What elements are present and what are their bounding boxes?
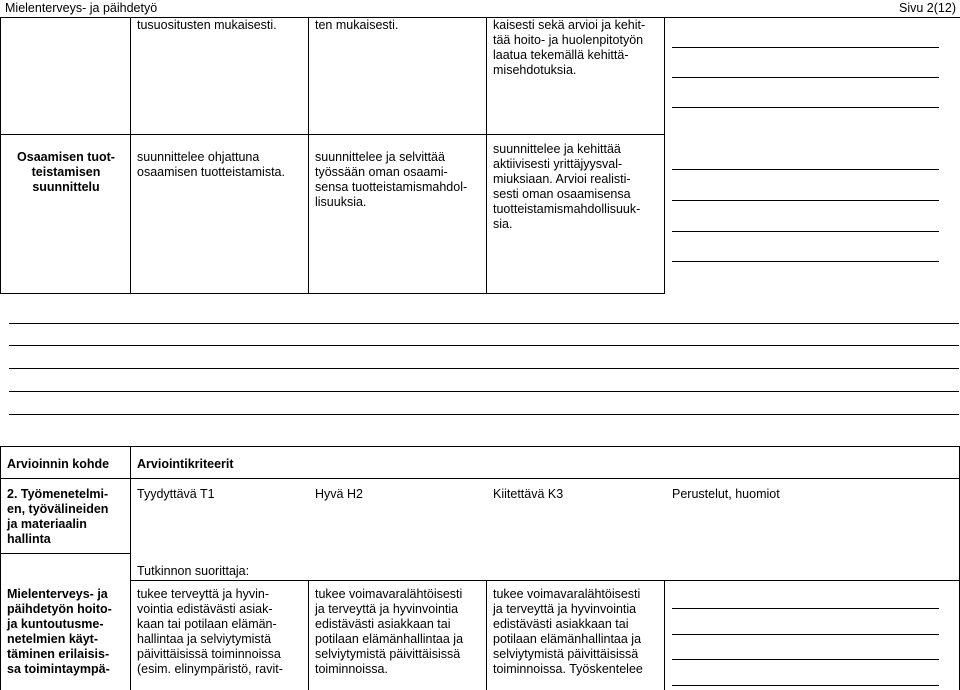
level-k3: Kiitettävä K3 [493,487,564,501]
criteria-text: kaisesti sekä arvioi ja kehit- tää hoito- ja huolenpitotyön laatua tekemällä kehittä- misehdotuksia. [493,18,646,77]
table-border [664,580,665,690]
document-title: Mielenterveys- ja päihdetyö [5,1,158,15]
table-border [0,553,131,554]
note-line [9,414,959,415]
answer-line [672,659,939,660]
column-header: Arviointikriteerit [137,457,234,471]
row-label: Osaamisen tuot- teistamisen suunnittelu [17,150,115,194]
suorittaja-label: Tutkinnon suorittaja: [137,564,250,578]
answer-line [672,47,939,48]
page-number: Sivu 2(12) [899,1,956,15]
answer-line [672,608,939,609]
table-border [0,134,665,135]
table-border [130,17,131,294]
table-border [308,17,309,294]
table-border [0,446,1,690]
table-border [308,580,309,690]
table-border [130,580,960,581]
criteria-text: tukee voimavaralähtöisesti ja terveyttä ja hyvinvointia edistävästi asiakkaan tai potilaan elämänhallintaa ja selviytymistä päivittäisissä toiminnoissa. [315,587,464,676]
answer-line [672,261,939,262]
criteria-text: suunnittelee ja kehittää aktiivisesti yrittäjyysval- miuksiaan. Arvioi realisti- sesti oman osaamisensa tuotteistamismahdollisuuk- sia. [493,142,641,231]
note-line [9,391,959,392]
criteria-text: ten mukaisesti. [315,18,399,32]
answer-line [672,685,939,686]
answer-line [672,200,939,201]
table-border [130,446,131,690]
criteria-text: tusuositusten mukaisesti. [137,18,277,32]
note-line [9,368,959,369]
answer-line [672,634,939,635]
row-label: Mielenterveys- ja päihdetyön hoito- ja kuntoutusme- netelmien käyt- täminen erilaisis- sa toimintaympä- [7,587,112,676]
table-border [0,478,960,479]
notes-header: Perustelut, huomiot [672,487,780,501]
answer-line [672,169,939,170]
table-border [0,17,1,294]
answer-line [672,77,939,78]
table-border [664,17,665,294]
row-label: 2. Työmenetelmi- en, työvälineiden ja materiaalin hallinta [7,487,109,546]
level-t1: Tyydyttävä T1 [137,487,215,501]
criteria-text: suunnittelee ohjattuna osaamisen tuotteistamista. [137,150,285,179]
answer-line [672,231,939,232]
level-h2: Hyvä H2 [315,487,363,501]
note-line [9,345,959,346]
table-border [0,446,960,447]
criteria-text: tukee voimavaralähtöisesti ja terveyttä ja hyvinvointia edistävästi asiakkaan tai potilaan elämänhallintaa ja selviytymistä päivittäisissä toiminnoissa. Työskentelee [493,587,643,676]
criteria-text: suunnittelee ja selvittää työssään oman osaami- sensa tuotteistamismahdol- lisuuksia. [315,150,468,209]
column-header: Arvioinnin kohde [7,457,110,471]
table-border [486,17,487,294]
criteria-text: tukee terveyttä ja hyvin- vointia edistävästi asiak- kaan tai potilaan elämän- hallintaa ja selviytymistä päivittäisissä toiminnoissa (esim. elinympäristö, ravit- [137,587,283,676]
note-line [9,323,959,324]
table-border [0,293,665,294]
table-border [486,580,487,690]
answer-line [672,107,939,108]
